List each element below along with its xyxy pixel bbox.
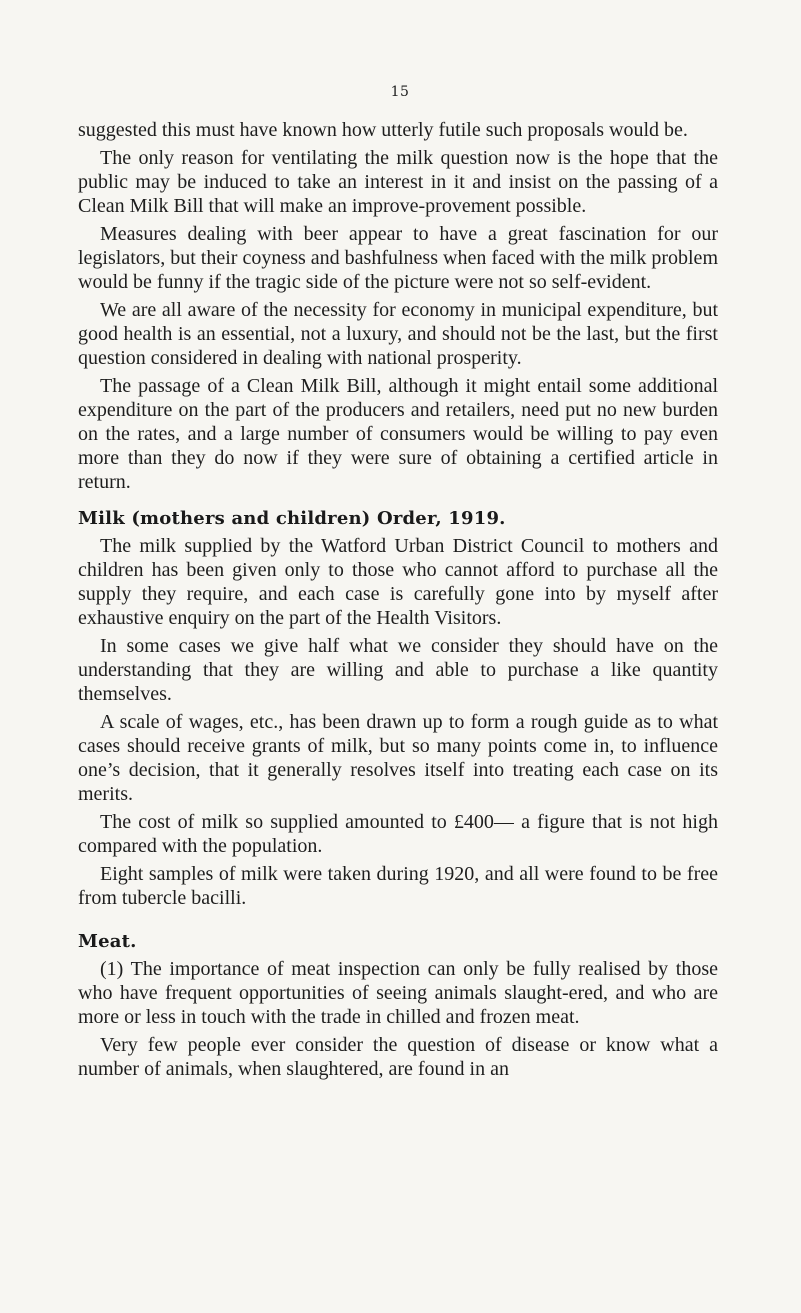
paragraph-ventilating: The only reason for ventilating the milk question now is the hope that the public may be induced to take an interest in it and insist on the passing of a Clean Milk Bill that will make an improve-provement possible.	[78, 147, 718, 217]
paragraph-half-supply: In some cases we give half what we consider they should have on the understanding that they are willing and able to purchase a like quantity themselves.	[78, 635, 718, 705]
page-number: 15	[390, 84, 410, 100]
paragraph-milk-supplied: The milk supplied by the Watford Urban District Council to mothers and children has been given only to those who cannot afford to purchase all the supply they require, and each case is carefully gone into by myself after exhaustive enquiry on the part of the Health Visitors.	[78, 535, 718, 629]
paragraph-meat-inspection: (1) The importance of meat inspection can only be fully realised by those who have frequent opportunities of seeing animals slaught-ered, and who are more or less in touch with the trade in chilled and frozen meat.	[78, 958, 718, 1028]
section-heading-meat: Meat.	[78, 931, 137, 952]
paragraph-disease: Very few people ever consider the question of disease or know what a number of animals, when slaughtered, are found in an	[78, 1034, 718, 1080]
paragraph-milk-cost: The cost of milk so supplied amounted to £400— a figure that is not high compared with the population.	[78, 811, 718, 857]
paragraph-continuation: suggested this must have known how utterly futile such proposals would be.	[78, 119, 688, 141]
document-body	[78, 118, 718, 1085]
section-heading-milk-order: Milk (mothers and children) Order, 1919.	[78, 508, 506, 529]
paragraph-clean-milk-bill: The passage of a Clean Milk Bill, although it might entail some additional expenditure on the part of the producers and retailers, need put no new burden on the rates, and a large number of consumers would be willing to pay even more than they do now if they were sure of obtaining a certified article in return.	[78, 375, 718, 493]
paragraph-beer-measures: Measures dealing with beer appear to have a great fascination for our legislators, but their coyness and bashfulness when faced with the milk problem would be funny if the tragic side of the picture were not so self-evident.	[78, 223, 718, 293]
paragraph-scale-of-wages: A scale of wages, etc., has been drawn up to form a rough guide as to what cases should receive grants of milk, but so many points come in, to influence one’s decision, that it generally resolves itself into treating each case on its merits.	[78, 711, 718, 805]
paragraph-milk-samples: Eight samples of milk were taken during 1920, and all were found to be free from tubercle bacilli.	[78, 863, 718, 909]
paragraph-economy: We are all aware of the necessity for economy in municipal expenditure, but good health is an essential, not a luxury, and should not be the last, but the first question considered in dealing with national prosperity.	[78, 299, 718, 369]
